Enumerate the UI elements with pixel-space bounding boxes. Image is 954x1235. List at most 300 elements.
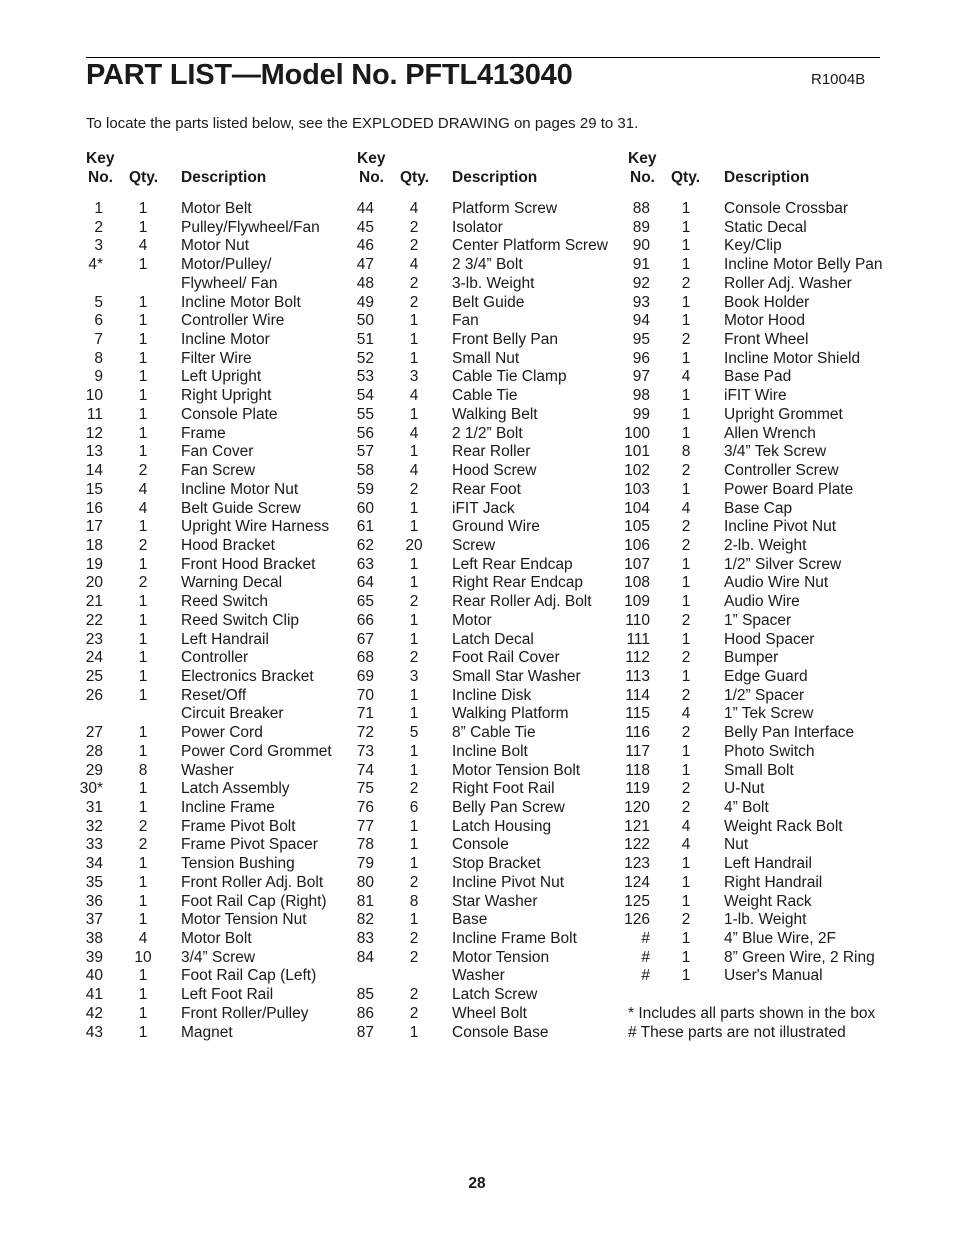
part-key-no: 83	[356, 930, 374, 948]
part-key-no: 123	[624, 855, 650, 873]
header-no: No.	[359, 169, 384, 186]
part-row	[86, 986, 351, 1005]
part-qty: 2	[409, 948, 419, 966]
part-description: Stop Bracket	[452, 855, 541, 873]
header-qty: Qty.	[671, 169, 700, 186]
part-row	[357, 368, 622, 387]
part-description: Motor Belt	[181, 200, 252, 217]
part-qty: 2	[409, 649, 419, 667]
part-key-no: 91	[632, 256, 650, 274]
header-description: Description	[181, 169, 267, 186]
part-qty: 1	[681, 349, 691, 367]
part-key-no: 18	[85, 536, 103, 554]
part-qty: 2	[409, 237, 419, 255]
part-row	[357, 930, 622, 949]
part-row	[628, 967, 893, 986]
part-description: 4” Blue Wire, 2F	[724, 930, 836, 948]
part-description: 2 3/4” Bolt	[452, 256, 523, 274]
part-row	[86, 668, 351, 687]
part-description: Bumper	[724, 649, 779, 667]
part-description: Walking Platform	[452, 705, 569, 723]
part-qty: 1	[681, 200, 691, 217]
part-qty: 1	[138, 518, 148, 536]
part-key-no: 21	[85, 593, 103, 611]
part-key-no: 43	[85, 1023, 103, 1041]
part-description: Reset/Off	[181, 686, 247, 704]
part-description: Frame	[181, 424, 226, 442]
header-key: Key	[628, 150, 657, 167]
part-description: 3-lb. Weight	[452, 274, 535, 292]
part-row	[357, 743, 622, 762]
part-qty: 1	[138, 799, 148, 816]
part-row	[86, 911, 351, 930]
part-qty: 1	[409, 836, 419, 854]
part-row	[86, 967, 351, 986]
part-row	[625, 780, 893, 799]
part-description: Edge Guard	[724, 667, 808, 685]
part-row	[357, 855, 622, 874]
part-description: 1” Tek Screw	[724, 705, 814, 723]
part-description: User's Manual	[724, 967, 823, 985]
part-description: Filter Wire	[181, 349, 252, 367]
part-qty: 1	[409, 555, 419, 573]
part-key-no: 97	[632, 368, 650, 386]
part-qty: 1	[409, 705, 419, 723]
part-qty: 1	[138, 349, 148, 367]
part-key-no: 125	[624, 892, 650, 910]
part-description: Motor	[452, 611, 492, 629]
part-key-no: 47	[356, 256, 374, 274]
part-row	[357, 724, 622, 743]
part-qty: 2	[409, 873, 419, 891]
part-description: Incline Pivot Nut	[452, 873, 564, 891]
part-key-no: 10	[85, 387, 103, 405]
part-row	[357, 687, 622, 706]
part-qty: 4	[409, 462, 419, 480]
part-description: U-Nut	[724, 780, 765, 798]
part-description: Incline Motor Shield	[724, 349, 861, 367]
part-key-no: 122	[624, 836, 650, 854]
part-key-no: 11	[86, 405, 103, 423]
part-key-no: 95	[632, 331, 650, 349]
part-qty: 1	[681, 892, 691, 910]
part-qty: 1	[138, 443, 148, 461]
part-row	[357, 200, 622, 219]
part-qty: 2	[409, 480, 419, 498]
part-row	[357, 836, 622, 855]
part-qty: 2	[409, 780, 419, 798]
intro-text: To locate the parts listed below, see the EXPLODED DRAWING on pages 29 to 31.	[86, 115, 639, 132]
part-description: Console Plate	[181, 405, 278, 423]
part-qty: 1	[409, 405, 419, 423]
part-qty: 1	[138, 293, 148, 311]
part-qty: 1	[138, 331, 148, 349]
part-description: Screw	[452, 536, 496, 554]
part-description: Incline Frame	[181, 799, 275, 816]
part-key-no: 92	[632, 274, 650, 292]
part-qty: 4	[681, 368, 691, 386]
part-key-no: 20	[85, 574, 103, 592]
part-description: Static Decal	[724, 218, 807, 236]
part-qty: 4	[409, 256, 419, 274]
part-description: Left Handrail	[724, 855, 812, 873]
part-row	[357, 780, 622, 799]
part-description: iFIT Wire	[724, 387, 787, 405]
part-description: Power Cord Grommet	[181, 742, 332, 760]
part-row	[86, 387, 351, 406]
part-qty: 1	[409, 443, 419, 461]
part-key-no: 27	[85, 724, 103, 742]
part-row	[357, 481, 622, 500]
part-key-no: 16	[85, 499, 103, 517]
part-description: Fan Screw	[181, 462, 256, 480]
part-description: Cable Tie	[452, 387, 518, 405]
part-key-no: 101	[624, 443, 650, 461]
part-key-no: 71	[356, 705, 374, 723]
part-row	[624, 518, 893, 537]
part-row	[357, 312, 622, 331]
part-key-no: 124	[624, 873, 650, 891]
part-qty: 4	[409, 424, 419, 442]
part-row	[86, 705, 351, 724]
part-row	[357, 762, 622, 781]
part-key-no: 22	[85, 611, 103, 629]
top-rule	[86, 57, 880, 58]
part-qty: 4	[681, 836, 691, 854]
part-qty: 1	[681, 855, 691, 873]
part-description: 4” Bolt	[724, 799, 769, 816]
part-qty: 1	[681, 256, 691, 274]
part-qty: 1	[138, 405, 148, 423]
part-description: Reed Switch	[181, 593, 269, 611]
part-qty: 1	[138, 967, 148, 985]
part-key-no: 107	[624, 555, 650, 573]
part-key-no: 84	[356, 948, 374, 966]
part-qty: 2	[409, 593, 419, 611]
part-qty: 1	[681, 948, 691, 966]
part-description: Motor Nut	[181, 237, 250, 255]
part-qty: 1	[138, 630, 148, 648]
part-key-no: 108	[624, 574, 650, 592]
part-qty: 1	[409, 817, 419, 835]
part-description: 3/4” Screw	[181, 948, 256, 966]
part-row	[357, 237, 622, 256]
part-qty: 2	[409, 293, 419, 311]
part-row	[357, 219, 622, 238]
part-description: Left Upright	[181, 368, 262, 386]
part-row	[86, 237, 351, 256]
part-qty: 1	[409, 349, 419, 367]
part-row	[357, 462, 622, 481]
part-qty: 1	[138, 892, 148, 910]
part-row	[624, 574, 893, 593]
part-qty: 1	[681, 761, 691, 779]
part-description: Pulley/Flywheel/Fan	[181, 218, 320, 236]
part-qty: 5	[409, 724, 419, 742]
part-row	[628, 200, 893, 219]
part-row	[628, 930, 893, 949]
part-row	[86, 500, 351, 519]
part-key-no: 90	[632, 237, 650, 255]
part-row	[357, 799, 622, 818]
part-qty: 2	[681, 799, 691, 816]
part-row	[357, 500, 622, 519]
part-qty: 2	[681, 911, 691, 929]
part-qty: 1	[681, 667, 691, 685]
part-row	[86, 368, 351, 387]
part-description: Incline Frame Bolt	[452, 930, 577, 948]
part-row	[86, 406, 351, 425]
part-key-no: 3	[94, 237, 103, 255]
part-key-no: 57	[356, 443, 374, 461]
part-key-no: 15	[85, 480, 103, 498]
part-description: Base Cap	[724, 499, 793, 517]
part-description: Fan	[452, 312, 479, 330]
part-description: Right Rear Endcap	[452, 574, 583, 592]
part-qty: 2	[681, 649, 691, 667]
part-row	[86, 799, 351, 818]
part-qty: 1	[681, 593, 691, 611]
part-qty: 2	[138, 817, 148, 835]
part-row	[86, 1005, 351, 1024]
part-key-no: 93	[632, 293, 650, 311]
part-row	[624, 873, 893, 893]
part-key-no: 31	[85, 799, 103, 816]
part-key-no: 89	[632, 218, 650, 236]
part-key-no: 105	[624, 518, 650, 536]
part-qty: 6	[409, 799, 419, 816]
part-qty: 4	[409, 387, 419, 405]
part-description: Cable Tie Clamp	[452, 368, 567, 386]
part-qty: 4	[681, 705, 691, 723]
part-key-no: 1	[94, 200, 103, 217]
part-key-no: 82	[356, 911, 374, 929]
part-row	[357, 649, 622, 668]
footnote-hash: # These parts are not illustrated	[628, 1023, 846, 1041]
part-description: Controller Screw	[724, 462, 839, 480]
part-description: Incline Pivot Nut	[724, 518, 836, 536]
part-row	[624, 892, 893, 912]
part-row	[86, 893, 351, 912]
part-row	[357, 425, 622, 444]
part-qty: 2	[681, 686, 691, 704]
part-row	[86, 818, 351, 837]
part-description: Roller Adj. Washer	[724, 274, 852, 292]
part-key-no: 117	[625, 742, 650, 760]
part-key-no: 13	[85, 443, 103, 461]
column-header	[86, 150, 351, 190]
part-description: Controller Wire	[181, 312, 285, 330]
footnotes	[628, 1005, 875, 1042]
part-key-no: 69	[356, 667, 374, 685]
part-qty: 2	[138, 536, 148, 554]
part-qty: 1	[138, 724, 148, 742]
part-key-no: 50	[356, 312, 374, 330]
part-description: Left Rear Endcap	[452, 555, 573, 573]
part-qty: 4	[138, 480, 148, 498]
part-qty: 2	[409, 218, 419, 236]
header-key: Key	[357, 150, 386, 167]
part-description: Front Roller/Pulley	[181, 1004, 309, 1022]
part-row	[624, 499, 893, 519]
part-key-no: 61	[356, 518, 374, 536]
part-key-no: 86	[356, 1004, 374, 1022]
part-key-no: 79	[356, 855, 374, 873]
part-description: Front Belly Pan	[452, 331, 558, 349]
part-description: Base	[452, 911, 488, 929]
part-description: Frame Pivot Spacer	[181, 836, 318, 854]
part-description: Motor Tension Nut	[181, 911, 307, 929]
part-description: Platform Screw	[452, 200, 558, 217]
part-row	[86, 874, 351, 893]
part-row	[357, 818, 622, 837]
part-key-no: 46	[356, 237, 374, 255]
part-qty: 1	[138, 911, 148, 929]
part-key-no: 14	[85, 462, 103, 480]
part-qty: 2	[681, 611, 691, 629]
part-qty: 1	[138, 256, 148, 274]
part-key-no: 104	[624, 499, 650, 517]
part-key-no: 40	[85, 967, 103, 985]
part-row	[357, 275, 622, 294]
part-row	[86, 350, 351, 369]
part-key-no: 70	[356, 686, 374, 704]
part-qty: 1	[681, 480, 691, 498]
part-row	[86, 537, 351, 556]
part-description: Left Handrail	[181, 630, 269, 648]
part-qty: 2	[138, 462, 148, 480]
part-key-no: 49	[356, 293, 374, 311]
part-row	[86, 949, 351, 968]
part-row	[86, 1024, 351, 1043]
part-description: Frame Pivot Bolt	[181, 817, 296, 835]
part-qty: 4	[681, 499, 691, 517]
part-row	[625, 724, 893, 743]
part-row	[79, 780, 351, 799]
header-qty: Qty.	[129, 169, 158, 186]
part-key-no: 121	[624, 817, 650, 835]
part-qty: 3	[409, 368, 419, 386]
part-qty: 2	[681, 780, 691, 798]
part-key-no: 35	[85, 873, 103, 891]
part-description: Power Cord	[181, 724, 263, 742]
part-row	[628, 256, 893, 275]
part-qty: 2	[409, 274, 419, 292]
part-row	[357, 256, 622, 275]
part-key-no: 33	[85, 836, 103, 854]
part-row	[86, 462, 351, 481]
part-key-no: 6	[94, 312, 103, 330]
part-row	[357, 518, 622, 537]
part-row	[628, 387, 893, 406]
part-description: Upright Grommet	[724, 405, 843, 423]
part-description: Motor Hood	[724, 312, 805, 330]
part-qty: 1	[138, 200, 148, 217]
part-qty: 2	[681, 274, 691, 292]
part-row	[357, 350, 622, 369]
part-description: Incline Motor Bolt	[181, 293, 301, 311]
part-key-no: 26	[85, 686, 103, 704]
part-qty: 10	[134, 948, 152, 966]
part-qty: 1	[138, 312, 148, 330]
part-row	[628, 368, 893, 387]
part-qty: 1	[409, 761, 419, 779]
part-key-no: 103	[624, 480, 650, 498]
part-qty: 1	[681, 312, 691, 330]
part-row	[86, 762, 351, 781]
part-description: Upright Wire Harness	[181, 518, 330, 536]
part-key-no: 72	[356, 724, 374, 742]
part-key-no: 115	[625, 705, 650, 723]
part-qty: 1	[138, 855, 148, 873]
part-key-no: 8	[94, 349, 103, 367]
part-description: Console Base	[452, 1023, 549, 1041]
part-qty: 4	[138, 499, 148, 517]
part-qty: 2	[138, 836, 148, 854]
part-key-no: 42	[85, 1004, 103, 1022]
part-key-no: 25	[85, 667, 103, 685]
part-key-no: 126	[624, 911, 650, 929]
part-qty: 1	[681, 555, 691, 573]
part-key-no: 113	[625, 667, 650, 685]
part-row	[628, 294, 893, 313]
part-description: Center Platform Screw	[452, 237, 608, 255]
part-description: Incline Motor Belly Pan	[724, 256, 883, 274]
part-description: 1-lb. Weight	[724, 911, 807, 929]
part-key-no: 65	[356, 593, 374, 611]
part-row	[86, 275, 351, 294]
part-qty: 1	[681, 218, 691, 236]
part-qty: 4	[681, 817, 691, 835]
part-qty: 1	[138, 218, 148, 236]
part-qty: 3	[409, 667, 419, 685]
part-description: Base Pad	[724, 368, 792, 386]
part-description: Motor Bolt	[181, 930, 252, 948]
header-no: No.	[630, 169, 655, 186]
part-description: Photo Switch	[724, 742, 815, 760]
part-key-no: 19	[85, 555, 103, 573]
part-description: Foot Rail Cap (Left)	[181, 967, 317, 985]
part-qty: 1	[681, 387, 691, 405]
part-description: Flywheel/ Fan	[181, 274, 278, 292]
part-description: Belt Guide	[452, 293, 525, 311]
part-description: Reed Switch Clip	[181, 611, 300, 629]
part-qty: 2	[409, 986, 419, 1004]
part-key-no: 78	[356, 836, 374, 854]
part-description: Incline Bolt	[452, 742, 528, 760]
part-row	[624, 836, 893, 855]
part-qty: 2	[681, 724, 691, 742]
part-key-no: 74	[356, 761, 374, 779]
part-description: Right Foot Rail	[452, 780, 555, 798]
part-description: Front Wheel	[724, 331, 809, 349]
part-key-no: 87	[356, 1023, 374, 1041]
part-qty: 2	[138, 574, 148, 592]
part-row	[624, 555, 893, 575]
part-description: Latch Screw	[452, 986, 538, 1004]
part-row	[86, 219, 351, 238]
part-description: iFIT Jack	[452, 499, 515, 517]
column-header	[357, 150, 622, 190]
part-description: Hood Screw	[452, 462, 537, 480]
part-qty: 1	[138, 780, 148, 798]
part-row	[357, 574, 622, 593]
part-row	[628, 275, 893, 294]
part-key-no: 76	[356, 799, 374, 816]
part-key-no: 114	[625, 686, 650, 704]
part-key-no: 112	[625, 649, 650, 667]
part-key-no: 116	[625, 724, 650, 742]
